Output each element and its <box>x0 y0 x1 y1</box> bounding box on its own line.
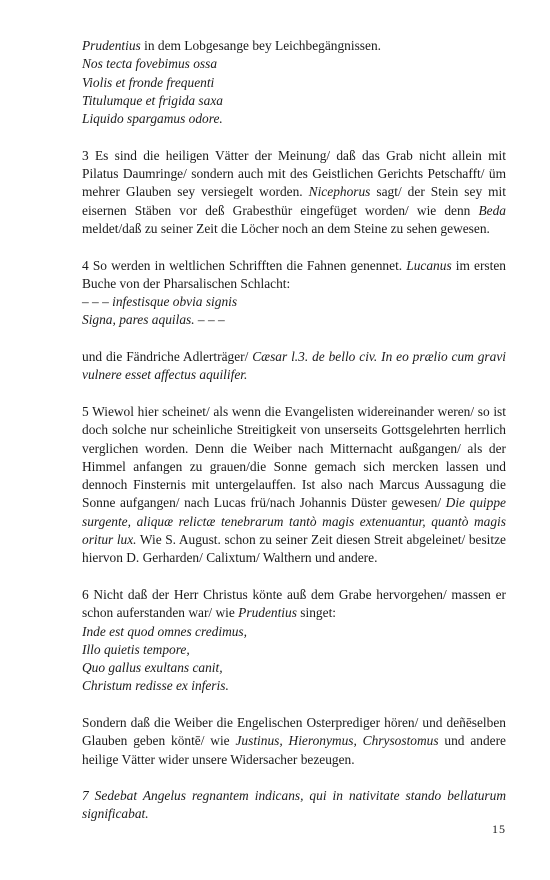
paragraph: 6 Nicht daß der Herr Christus könte auß dem Grabe hervorgehen/ massen er schon auferstanden war/ wie Prudentius singet: <box>82 586 506 621</box>
paragraph: 5 Wiewol hier scheinet/ als wenn die Evangelisten widereinander weren/ so ist doch solche nur scheinliche Streitigkeit von unserseits Gottsgelehrten herrlich verglichen worden. Denn die Weiber nach Mitternacht außgangen/ als der Himmel anfangen zu grauen/die Sonne gemach sich mercken lassen und dennoch Finsternis mit untergelauffen. Ist also nach Marcus Aussagung die Sonne aufgangen/ nach Lucas frü/nach Johannis Düster gewesen/ Die quippe surgente, aliquæ relictæ tenebrarum tantò magis extenuantur, quantò magis oritur lux. Wie S. August. schon zu seiner Zeit diesen Streit abgeleinet/ besitze hiervon D. Gerharden/ Calixtum/ Walthern und andere. <box>82 403 507 566</box>
verse-line: Violis et fronde frequenti <box>82 74 215 90</box>
verse-line: Inde est quod omnes credimus, <box>82 623 247 639</box>
page-text <box>82 37 506 842</box>
verse-line: Christum redisse ex inferis. <box>82 678 229 694</box>
verse-line: Titulumque et frigida saxa <box>82 92 223 108</box>
verse-line: Signa, pares aquilas. – – – <box>82 312 225 328</box>
paragraph: Sondern daß die Weiber die Engelischen Osterprediger hören/ und deñēselben Glauben geben köntē/ wie Justinus, Hieronymus, Chrysostomus und andere heilige Vätter wider unsere Widersacher bezeugen. <box>82 714 507 767</box>
paragraph: 4 So werden in weltlichen Schrifften die Fahnen genennet. Lucanus im ersten Buche von der Pharsalischen Schlacht: <box>82 257 507 291</box>
note-5 <box>82 403 506 568</box>
verse-line: – – – infestisque obvia signis <box>82 294 238 310</box>
paragraph: und die Fändriche Adlerträger/ Cæsar l.3. de bello civ. In eo prælio cum gravi vulnere esset affectus aquilifer. <box>82 349 506 383</box>
block-prudentius-verse <box>82 37 506 128</box>
note-6 <box>82 586 506 696</box>
author-name: Prudentius <box>82 38 141 53</box>
verse-line: Liquido spargamus odore. <box>82 111 223 127</box>
verse-intro: Prudentius in dem Lobgesange bey Leichbegängnissen. <box>82 38 381 53</box>
paragraph: 3 Es sind die heiligen Vätter der Meinung/ daß das Grab nicht allein mit Pilatus Daumringe/ sondern auch mit des Geistlichen Gerichts Petschafft/ üm mehrer Glauben sey versiegelt worden. Nicephorus sagt/ der Stein sey mit eisernen Stäben vor deß Grabesthür eingefüget worden/ wie denn Beda meldet/daß zu seiner Zeit die Löcher noch an dem Steine zu sehen gewesen. <box>82 147 506 236</box>
verse-line: Nos tecta fovebimus ossa <box>82 56 218 72</box>
note-7 <box>82 787 506 824</box>
note-4-continued <box>82 348 506 385</box>
verse-line: Illo quietis tempore, <box>82 641 190 657</box>
note-4 <box>82 257 506 330</box>
note-3 <box>82 147 506 238</box>
page-number: 15 <box>492 822 506 836</box>
verse-line: Quo gallus exultans canit, <box>82 660 223 676</box>
note-6-continued <box>82 714 506 769</box>
paragraph: 7 Sedebat Angelus regnantem indicans, qui in nativitate stando bellaturum significabat. <box>82 788 506 822</box>
